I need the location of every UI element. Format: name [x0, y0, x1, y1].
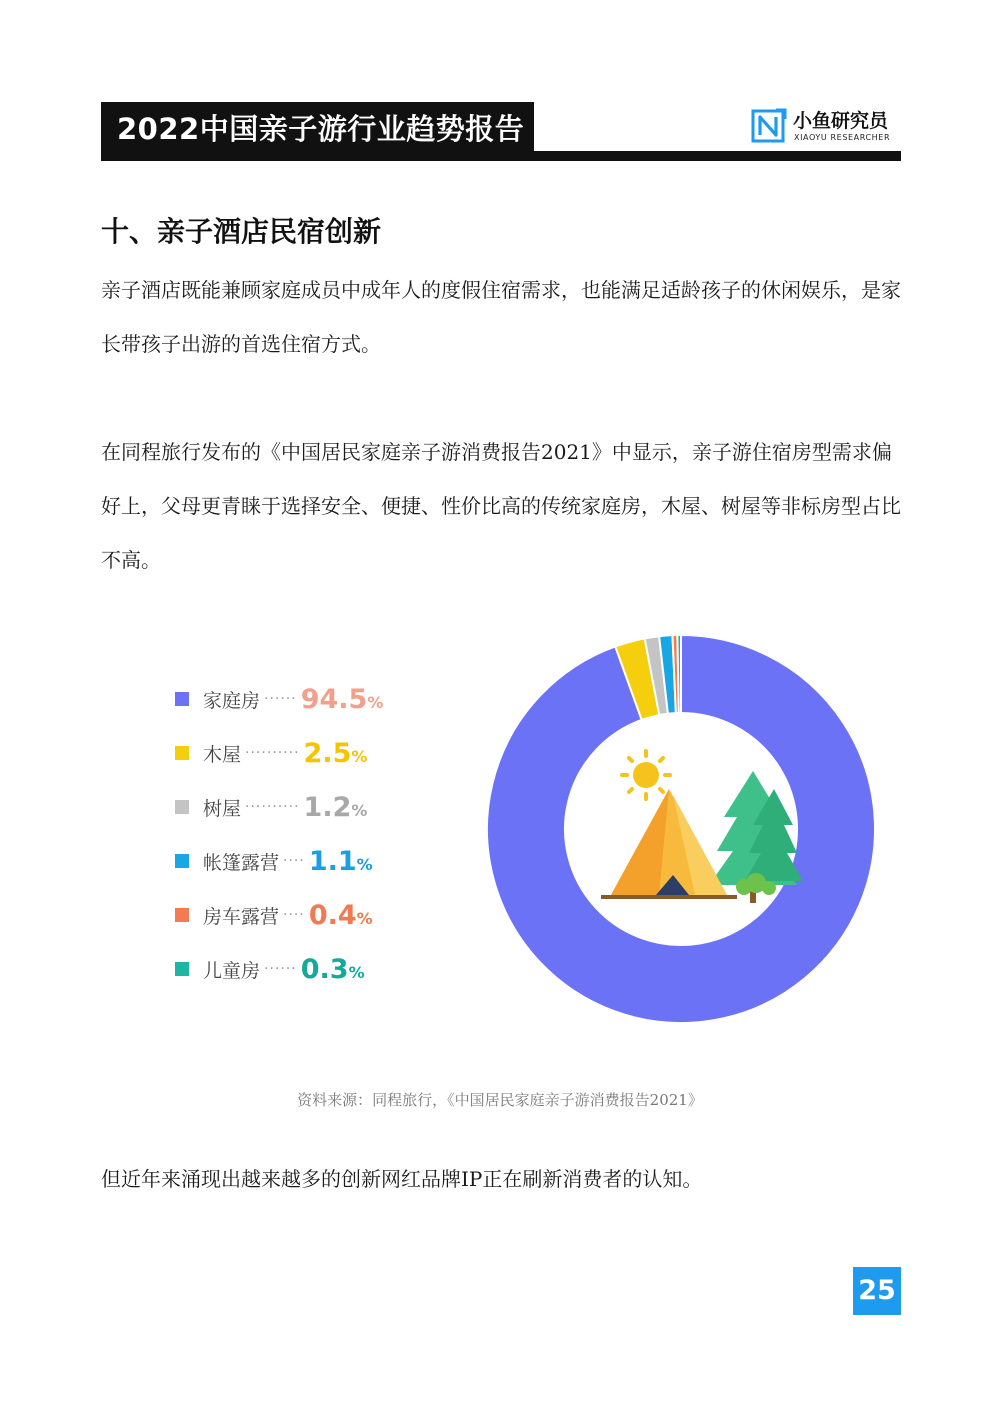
brand-subtitle: XIAOYU RESEARCHER — [794, 133, 891, 142]
legend-label: 帐篷露营 — [203, 851, 280, 874]
legend-swatch — [175, 962, 189, 976]
header-rule — [101, 151, 901, 161]
legend-swatch — [175, 746, 189, 760]
donut-chart — [481, 629, 881, 1029]
legend-value: 1.2% — [303, 791, 368, 823]
brand-logo — [751, 104, 903, 146]
legend-value: 1.1% — [308, 845, 373, 877]
tent-icon — [601, 789, 737, 897]
legend-swatch — [175, 854, 189, 868]
legend-leader-dots: ···· — [283, 853, 305, 869]
legend-label: 家庭房 — [203, 689, 261, 712]
legend-item — [175, 789, 495, 825]
legend-leader-dots: ·········· — [245, 745, 300, 761]
section-title: 十、亲子酒店民宿创新 — [101, 215, 382, 248]
sun-icon — [633, 762, 659, 788]
legend-item — [175, 735, 495, 771]
legend-swatch — [175, 692, 189, 706]
legend-label: 儿童房 — [203, 959, 261, 982]
brand-n-icon — [751, 106, 787, 144]
legend-value: 2.5% — [303, 737, 368, 769]
paragraph-1: 亲子酒店既能兼顾家庭成员中成年人的度假住宿需求，也能满足适龄孩子的休闲娱乐，是家长带孩子出游的首选住宿方式。 — [101, 278, 901, 356]
brand-name: 小鱼研究员 — [793, 110, 889, 132]
legend-leader-dots: ···· — [283, 907, 305, 923]
report-title: 2022中国亲子游行业趋势报告 — [101, 102, 534, 156]
legend-value: 0.4% — [308, 899, 373, 931]
legend-value: 0.3% — [300, 953, 365, 985]
page-number: 25 — [853, 1267, 901, 1315]
legend-item — [175, 951, 495, 987]
legend-value: 94.5% — [300, 683, 384, 715]
legend-item — [175, 843, 495, 879]
source-caption: 资料来源：同程旅行，《中国居民家庭亲子游消费报告2021》 — [297, 1091, 703, 1109]
legend-item — [175, 681, 495, 717]
legend-label: 木屋 — [203, 743, 242, 766]
legend-leader-dots: ·········· — [245, 799, 300, 815]
legend-swatch — [175, 908, 189, 922]
legend-swatch — [175, 800, 189, 814]
paragraph-3: 但近年来涌现出越来越多的创新网红品牌IP正在刷新消费者的认知。 — [101, 1167, 703, 1191]
legend-leader-dots: ······ — [264, 961, 297, 977]
paragraph-2: 在同程旅行发布的《中国居民家庭亲子游消费报告2021》中显示，亲子游住宿房型需求偏好上，父母更青睐于选择安全、便捷、性价比高的传统家庭房，木屋、树屋等非标房型占比不高。 — [101, 440, 901, 572]
legend-item — [175, 897, 495, 933]
donut-slice — [677, 635, 681, 713]
chart-figure — [101, 599, 901, 1067]
legend-leader-dots: ······ — [264, 691, 297, 707]
camping-illustration — [601, 751, 803, 903]
legend-label: 房车露营 — [203, 905, 280, 928]
legend-label: 树屋 — [203, 797, 242, 820]
